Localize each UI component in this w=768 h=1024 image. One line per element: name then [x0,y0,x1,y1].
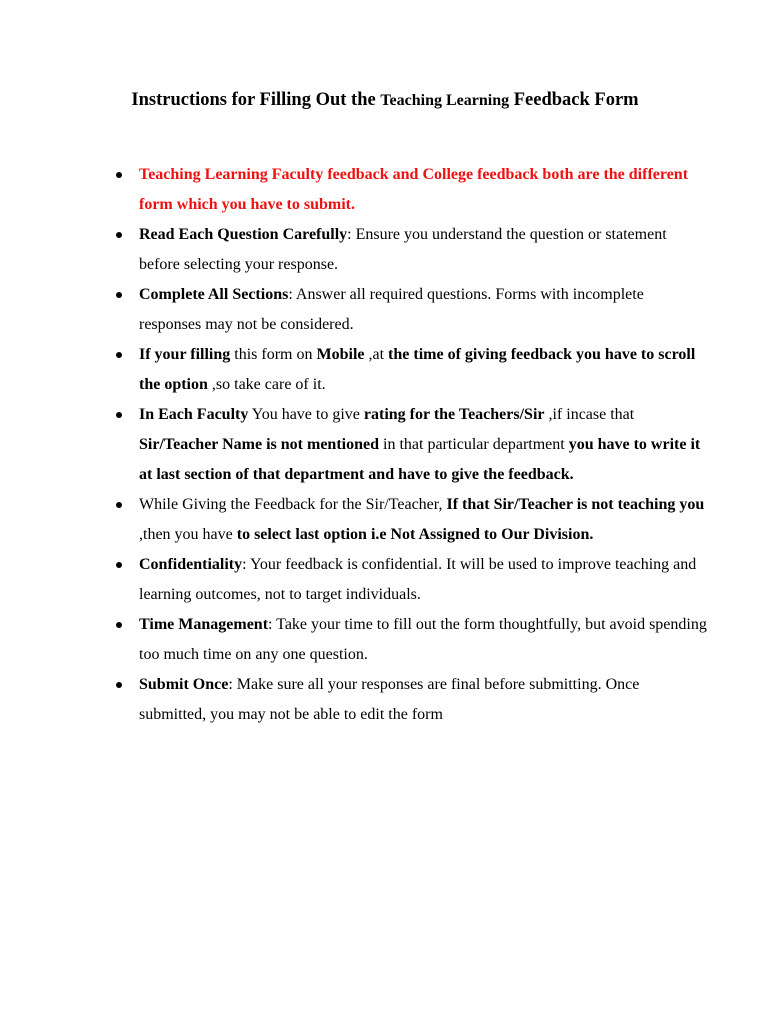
title-part-2: Teaching Learning [380,92,510,109]
bullet-icon [116,352,122,358]
item-heading: If your filling [139,346,231,363]
item-text-bold: you have to write it at last section of that department and have to give the feedback. [139,436,701,483]
item-heading: In Each Faculty [139,406,249,423]
item-heading: Submit Once [139,676,229,693]
item-heading: Read Each Question Carefully [139,226,348,243]
item-text-bold: Sir/Teacher Name is not mentioned [139,436,379,453]
item-text: ,if incase that [544,406,635,423]
bullet-icon [116,562,122,568]
list-item [0,610,768,670]
list-item [0,160,768,220]
item-text-bold: to select last option i.e Not Assigned to Our Division. [236,526,594,543]
instruction-list [0,160,768,730]
item-text-bold: Mobile [316,346,365,363]
bullet-icon [116,232,122,238]
item-text-bold: the time of giving feedback you have to scroll the option [139,346,696,393]
title-part-1: Instructions for Filling Out the [131,90,381,110]
item-text: : Your feedback is confidential. It will be used to improve teaching and learning outcomes, not to target individuals. [139,556,697,603]
list-item [0,280,768,340]
item-text: ,so take care of it. [207,376,326,393]
item-heading: Complete All Sections [139,286,289,303]
bullet-icon [116,292,122,298]
item-text: : Ensure you understand the question or statement before selecting your response. [139,226,667,273]
list-item [0,490,768,550]
bullet-icon [116,622,122,628]
item-text: While Giving the Feedback for the Sir/Teacher, [139,496,447,513]
bullet-icon [116,412,122,418]
item-text: : Take your time to fill out the form thoughtfully, but avoid spending too much time on any one question. [139,616,707,663]
list-item [0,400,768,490]
list-item [0,670,768,730]
item-text: this form on [230,346,317,363]
item-text: : Make sure all your responses are final before submitting. Once submitted, you may not be able to edit the form [139,676,640,723]
document-title [100,84,670,117]
list-item [0,340,768,400]
bullet-icon [116,682,122,688]
item-text-bold: rating for the Teachers/Sir [363,406,545,423]
bullet-icon [116,502,122,508]
item-text: : Answer all required questions. Forms with incomplete responses may not be considered. [139,286,644,333]
item-text-bold: If that Sir/Teacher is not teaching you [446,496,705,513]
item-text: ,then you have [139,526,237,543]
item-heading: Time Management [139,616,269,633]
item-text: You have to give [248,406,364,423]
item-heading: Confidentiality [139,556,243,573]
item-text: ,at [364,346,389,363]
item-text: in that particular department [379,436,569,453]
title-part-3: Feedback Form [509,90,639,110]
list-item [0,550,768,610]
list-item [0,220,768,280]
item-text-bold: Teaching Learning Faculty feedback and College feedback both are the different form which you have to submit. [139,166,689,213]
bullet-icon [116,172,122,178]
